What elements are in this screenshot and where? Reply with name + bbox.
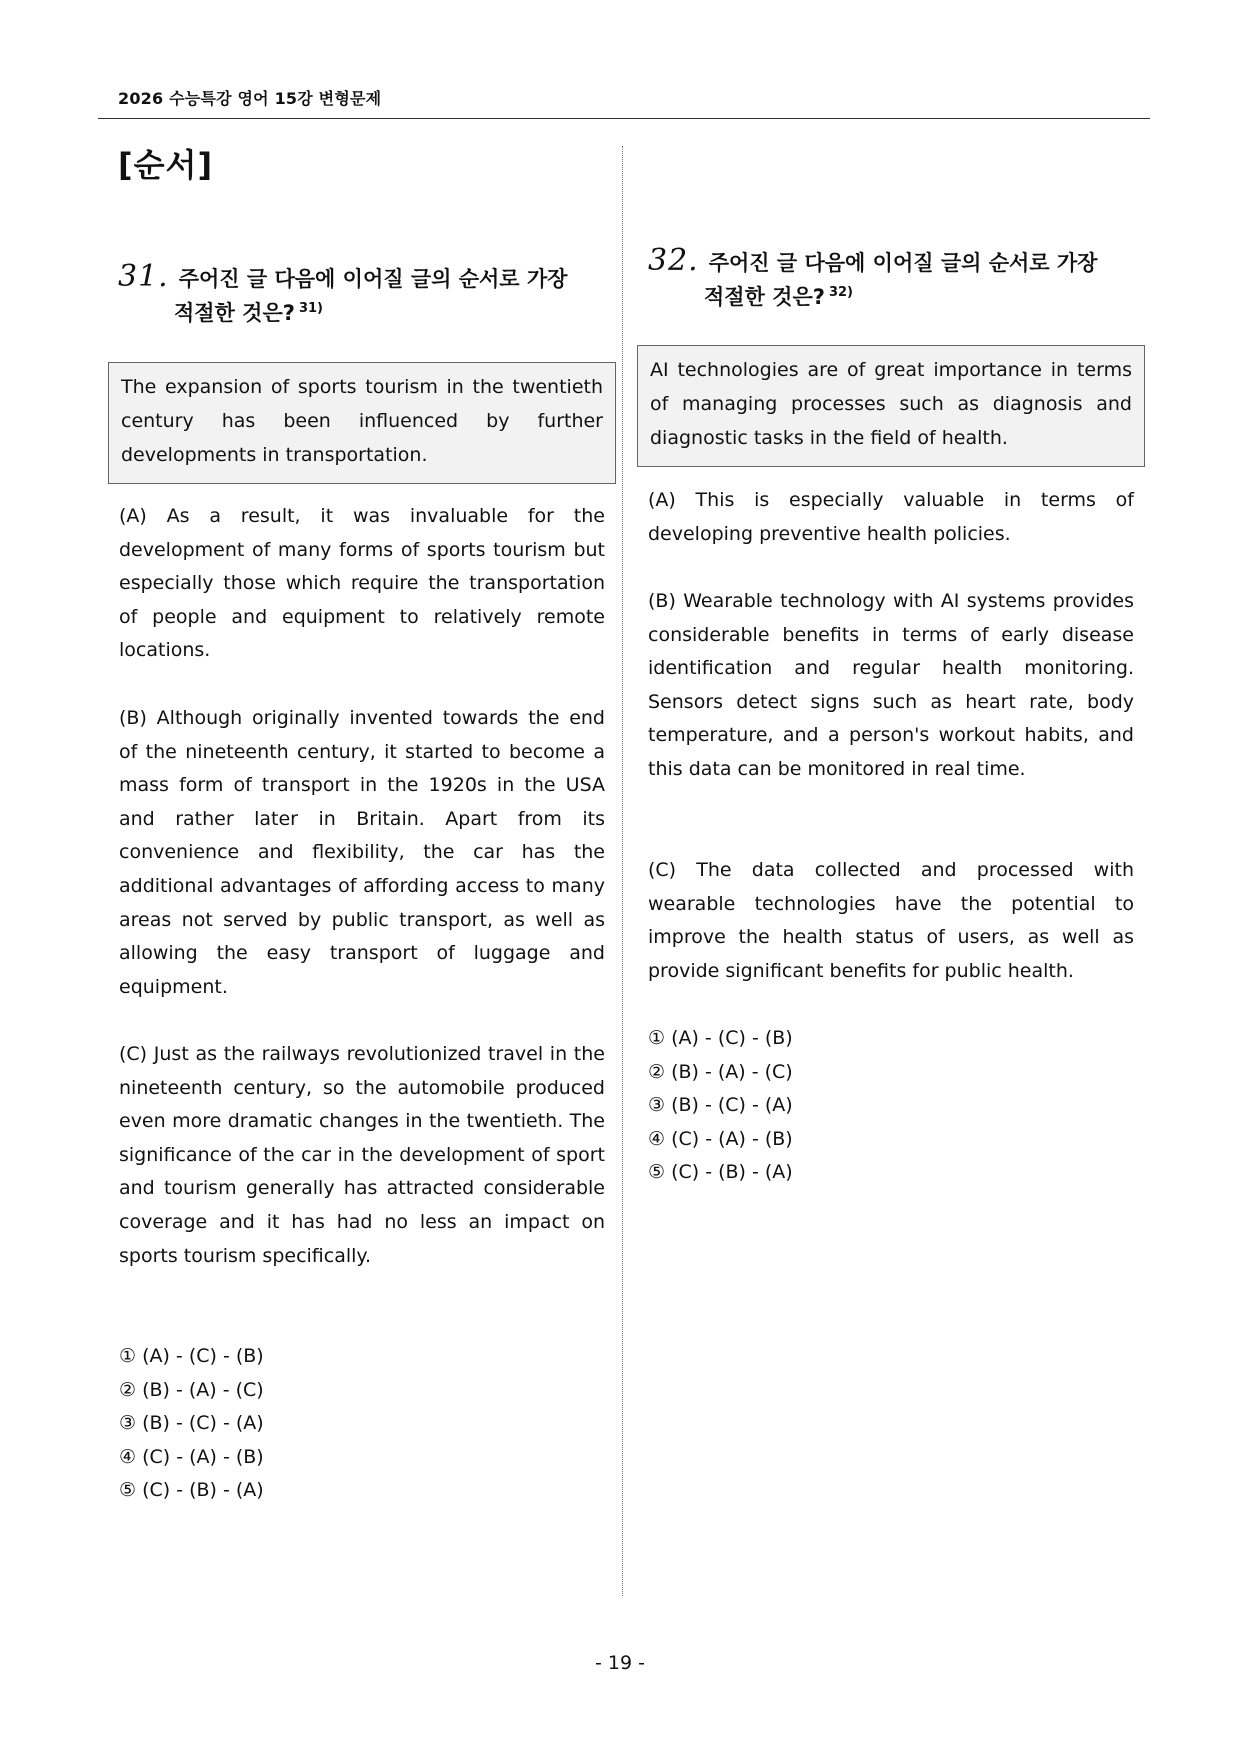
question-31-heading: [118, 259, 606, 328]
option-4[interactable]: ④ (C) - (A) - (B): [119, 1445, 264, 1468]
option-1[interactable]: ① (A) - (C) - (B): [119, 1345, 264, 1367]
paragraph-b: (B) Although originally invented towards the end of the nineteenth century, it started to become a mass form of transport in the 1920s in the USA and rather later in Britain. Apart from its convenience and flexibility, the car has the additional advantages of affording access to many areas not served by public transport, as well as allowing the easy transport of luggage and equipment.: [119, 707, 605, 998]
question-number: 32.: [648, 243, 699, 278]
option-4[interactable]: ④ (C) - (A) - (B): [648, 1127, 793, 1150]
footnote-ref: 32): [828, 285, 853, 300]
option-5[interactable]: ⑤ (C) - (B) - (A): [119, 1479, 264, 1502]
section-title: [순서]: [118, 146, 214, 184]
option-2[interactable]: ② (B) - (A) - (C): [119, 1378, 264, 1401]
option-3[interactable]: ③ (B) - (C) - (A): [119, 1412, 264, 1435]
header-title: 2026 수능특강 영어 15강 변형문제: [118, 89, 382, 108]
question-prompt-line2: 적절한 것은?: [704, 285, 825, 309]
option-2[interactable]: ② (B) - (A) - (C): [648, 1060, 793, 1083]
question-prompt: 주어진 글 다음에 이어질 글의 순서로 가장: [708, 251, 1098, 275]
question-number: 31.: [118, 259, 169, 294]
paragraph-c: (C) Just as the railways revolutionized travel in the nineteenth century, so the automobile produced even more dramatic changes in the twentieth. The significance of the car in the development of sport and tourism generally has attracted considerable coverage and it has had no less an impact on sports tourism specifically.: [119, 1043, 605, 1267]
option-5[interactable]: ⑤ (C) - (B) - (A): [648, 1161, 793, 1184]
paragraph-b: (B) Wearable technology with AI systems provides considerable benefits in terms of early disease identification and regular health monitoring. Sensors detect signs such as heart rate, body temperature, and a person's workout habits, and this data can be monitored in real time.: [648, 590, 1134, 780]
given-text: AI technologies are of great importance in terms of managing processes such as diagnosis and diagnostic tasks in the field of health.: [650, 359, 1132, 449]
given-passage: [637, 345, 1145, 467]
given-passage: [108, 362, 616, 484]
option-3[interactable]: ③ (B) - (C) - (A): [648, 1094, 793, 1117]
answer-options: [119, 1340, 619, 1508]
column-divider: [622, 146, 623, 1596]
option-1[interactable]: ① (A) - (C) - (B): [648, 1027, 793, 1049]
footnote-ref: 31): [298, 301, 323, 316]
page-number: - 19 -: [595, 1652, 645, 1674]
paragraph-c: (C) The data collected and processed with wearable technologies have the potential to improve the health status of users, as well as provide significant benefits for public health.: [648, 859, 1134, 982]
header-rule: [98, 118, 1150, 119]
question-prompt-line2: 적절한 것은?: [174, 301, 295, 325]
question-32-heading: [648, 243, 1136, 312]
answer-options: [648, 1022, 1148, 1190]
paragraph-a: (A) As a result, it was invaluable for the development of many forms of sports tourism but especially those which require the transportation of people and equipment to relatively remote locations.: [119, 505, 605, 662]
paragraph-a: (A) This is especially valuable in terms of developing preventive health policies.: [648, 489, 1134, 545]
given-text: The expansion of sports tourism in the twentieth century has been influenced by further developments in transportation.: [121, 376, 603, 466]
question-prompt: 주어진 글 다음에 이어질 글의 순서로 가장: [178, 267, 568, 291]
